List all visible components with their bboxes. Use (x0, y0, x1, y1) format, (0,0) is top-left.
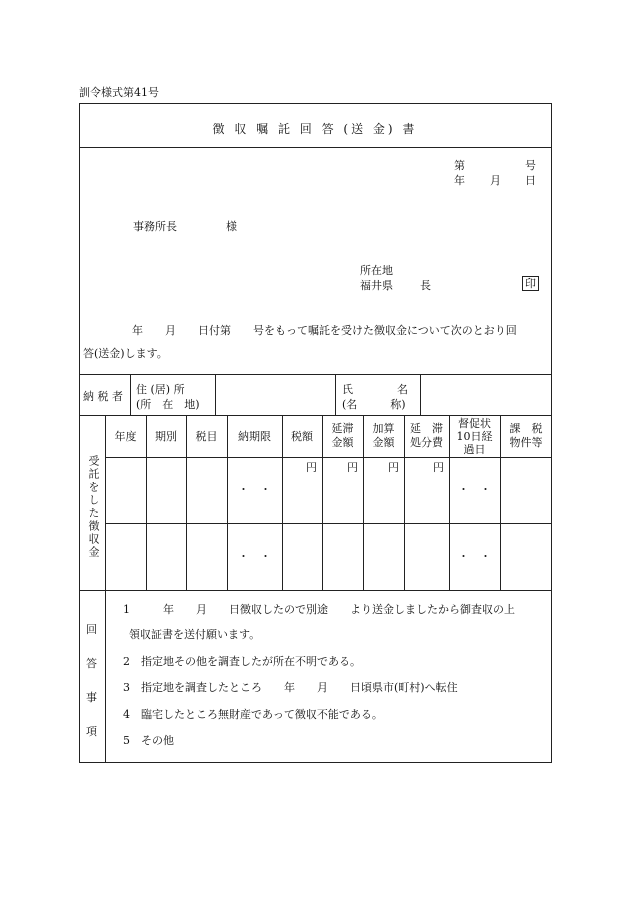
sender-pref: 福井県 (360, 279, 393, 292)
header-property-2: 物件等 (509, 436, 543, 449)
tp-v3 (335, 374, 336, 415)
divider-row (105, 523, 552, 524)
taxpayer-name-label-1: 氏 名 (342, 383, 408, 396)
header-add-2: 金額 (372, 436, 395, 449)
taxpayer-label: 納 税 者 (83, 390, 123, 403)
header-reminder-1: 督促状 (458, 417, 491, 430)
header-delay-2: 金額 (331, 436, 354, 449)
date-day: 日 (525, 174, 536, 187)
doc-number-label: 第 (454, 159, 465, 172)
answer-item-3: 3 指定地を調査したところ 年 月 日頃県市(町村)へ転住 (123, 681, 458, 694)
answer-side-3: 事 (86, 691, 97, 704)
sender-chief: 長 (420, 279, 431, 292)
tp-v4 (420, 374, 421, 415)
row1-reminder-dots: ・ ・ (458, 483, 491, 496)
header-due: 納期限 (238, 430, 271, 443)
header-reminder-3: 過日 (463, 443, 486, 456)
answer-item-1-line-2: 領収証書を送付願います。 (129, 628, 261, 641)
doc-number-suffix: 号 (525, 159, 536, 172)
answer-side (105, 590, 106, 763)
collected-side-label: 受託をした徴収金 (87, 455, 100, 559)
taxpayer-address-label-1: 住 (居) 所 (136, 383, 185, 396)
seal-mark: 印 (522, 276, 539, 291)
divider-answer (79, 590, 552, 591)
honorific: 様 (226, 220, 237, 233)
header-period: 期別 (155, 430, 177, 443)
answer-item-1-line-1: 1 年 月 日徴収したので別途 より送金しましたから御査収の上 (123, 603, 515, 616)
divider-taxpayer (79, 415, 552, 416)
divider-header (105, 457, 552, 458)
divider-body (79, 374, 552, 375)
row1-due-dots: ・ ・ (238, 483, 271, 496)
answer-item-5: 5 その他 (123, 734, 174, 747)
unit-arrears: 円 (433, 461, 444, 474)
body-line-2: 答(送金)します。 (83, 347, 168, 360)
answer-item-4: 4 臨宅したところ無財産であって徴収不能である。 (123, 708, 383, 721)
unit-delay: 円 (347, 461, 358, 474)
header-arrears-2: 処分費 (410, 436, 443, 449)
sender-location: 所在地 (360, 264, 393, 277)
divider-title (79, 147, 552, 148)
answer-item-2: 2 指定地その他を調査したが所在不明である。 (123, 655, 361, 668)
tp-v2 (215, 374, 216, 415)
header-add-1: 加算 (372, 422, 395, 435)
answer-side-4: 項 (86, 725, 97, 738)
tp-v1 (130, 374, 131, 415)
date-year: 年 (454, 174, 465, 187)
header-arrears-1: 延 滞 (410, 422, 443, 435)
header-reminder-2: 10日経 (456, 430, 493, 443)
body-line-1: 年 月 日付第 号をもって嘱託を受けた徴収金について次のとおり回 (132, 324, 517, 337)
taxpayer-name-label-2: (名 称) (342, 398, 406, 411)
form-number: 訓令様式第41号 (79, 86, 159, 99)
unit-tax-amount: 円 (306, 461, 317, 474)
header-property-1: 課 税 (509, 422, 543, 435)
taxpayer-address-label-2: (所 在 地) (136, 398, 200, 411)
answer-side-1: 回 (86, 623, 97, 636)
form-title: 徴 収 嘱 託 回 答 (送 金) 書 (212, 122, 418, 136)
row2-due-dots: ・ ・ (238, 550, 271, 563)
header-year: 年度 (114, 430, 137, 443)
addressee: 事務所長 (133, 220, 177, 233)
answer-side-2: 答 (86, 657, 97, 670)
header-tax-item: 税目 (195, 430, 218, 443)
header-delay-1: 延滞 (331, 422, 354, 435)
date-month: 月 (490, 174, 501, 187)
header-tax-amount: 税額 (291, 430, 313, 443)
row2-reminder-dots: ・ ・ (458, 550, 491, 563)
unit-add: 円 (388, 461, 399, 474)
